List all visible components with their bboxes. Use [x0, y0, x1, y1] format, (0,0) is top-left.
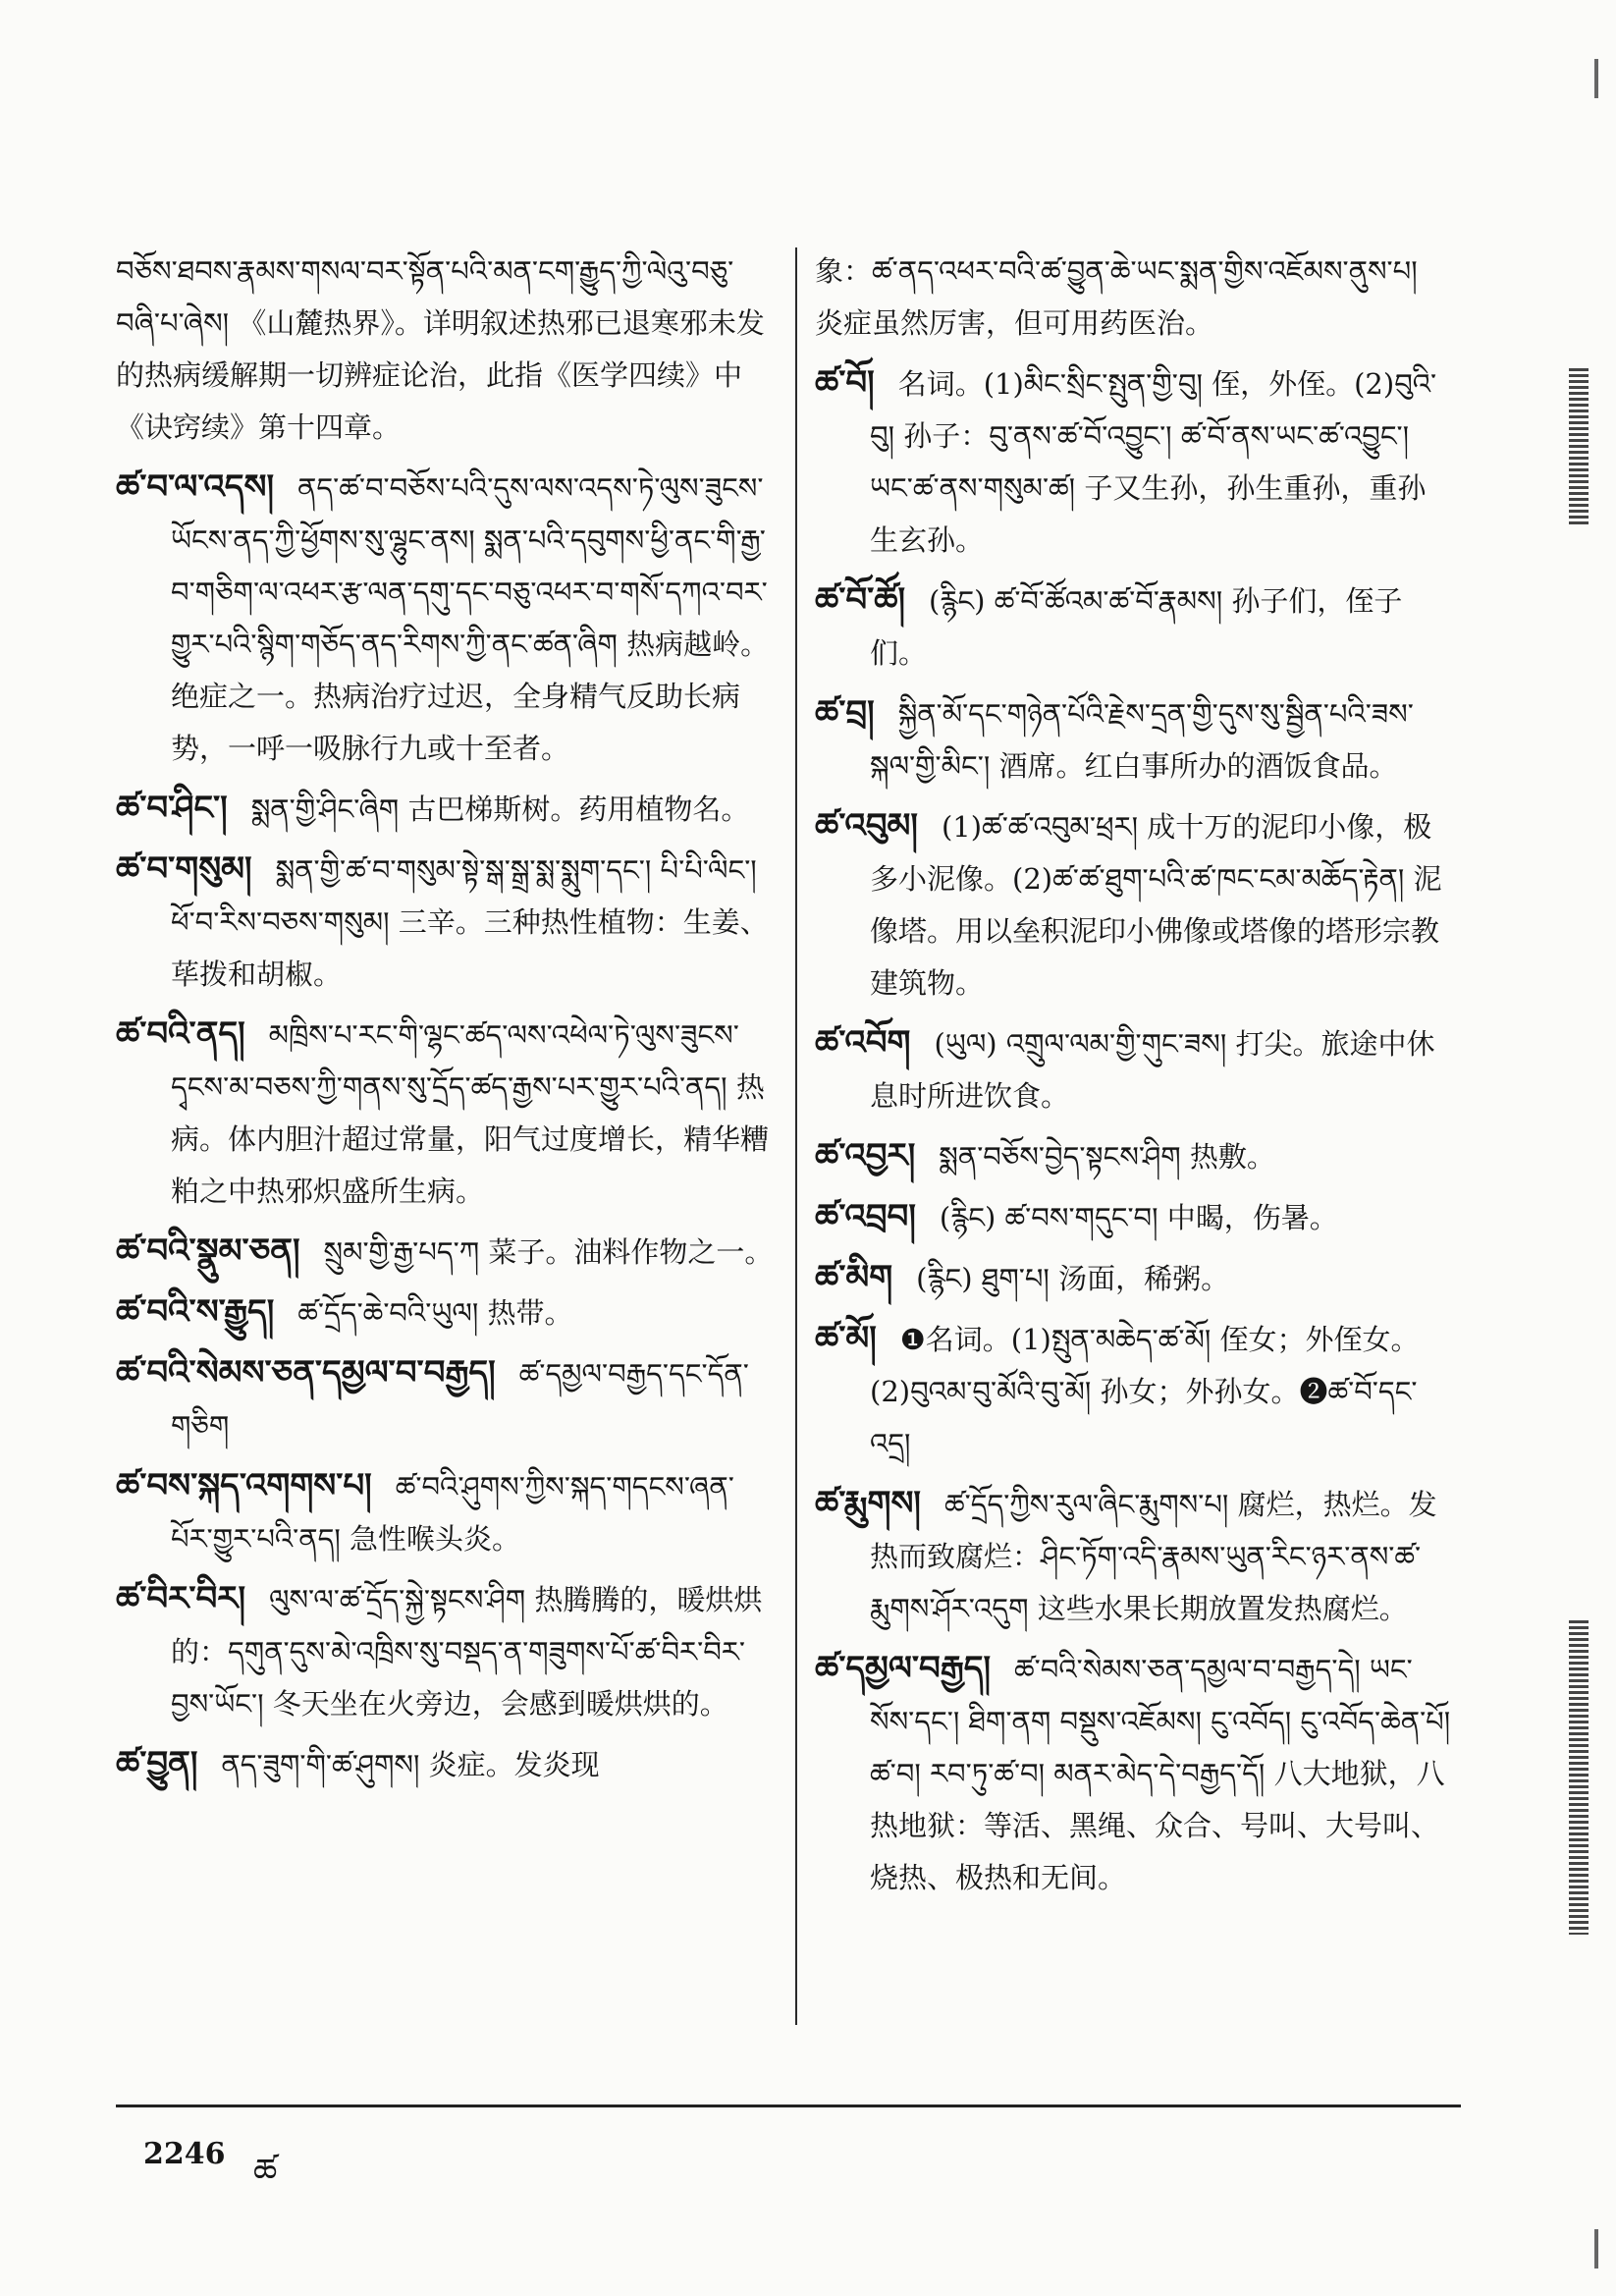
entry-headword: ཚ་བོ།: [815, 363, 875, 403]
column-divider: [795, 247, 797, 2025]
entry-definition: (རྙིང) ཚ་བོ་ཚོའམ་ཚ་བོ་རྣམས། 孙子们，侄子们。: [870, 584, 1403, 670]
dictionary-entry: [116, 783, 776, 836]
entry-headword: ཚ་འབྲབ།: [815, 1197, 916, 1236]
entry-definition: 象：ཚ་ནད་འཕར་བའི་ཚ་བྱུན་ཆེ་ཡང་སྨན་གྱིས་འཇོམས་ནུས་པ། 炎症虽然厉害，但可用药医治。: [815, 254, 1418, 340]
dictionary-entry: [116, 462, 776, 775]
footer-rule: [116, 2105, 1461, 2107]
entry-headword: ཚ་བའི་སྣུམ་ཅན།: [116, 1231, 300, 1271]
entry-definition: 名词。(1)མིང་སྲིང་སྤུན་གྱི་བུ། 侄，外侄。(2)བུའི་བུ། 孙子：བུ་ནས་ཚ་བོ་འབྱུང་། ཚ་བོ་ནས་ཡང་ཚ་འབྱུང་། ཡང་ཚ་ནས་གསུམ་ཚ། 子又生孙，孙生重孙，重孙生玄孙。: [870, 367, 1437, 557]
entry-headword: ཚ་དམྱལ་བརྒྱད།: [815, 1649, 992, 1688]
dictionary-entry: [116, 1460, 776, 1565]
dictionary-entry: [116, 844, 776, 1001]
dictionary-entry: [815, 1191, 1453, 1244]
entry-headword: ཚ་འབོག: [815, 1023, 911, 1063]
entry-headword: ཚ་རྨུགས།: [815, 1484, 921, 1523]
entry-headword: ཚ་མོ།: [815, 1319, 877, 1358]
entry-headword: ཚ་བའི་སེམས་ཅན་དམྱལ་བ་བརྒྱད།: [116, 1353, 496, 1393]
entry-definition: སྨན་གྱི་ཚ་བ་གསུམ་སྟེ་སྒ་སྒྲ་སྨ་སྨུག་དང་། པི་པི་ལིང་། ཕོ་བ་རིས་བཅས་གསུམ། 三辛。三种热性植物：生姜、荜拨和胡椒。: [171, 853, 769, 991]
entry-definition: མཁྲིས་པ་རང་གི་ལྷང་ཚད་ལས་འཕེལ་ཏེ་ལུས་ཟུངས་དྭངས་མ་བཅས་ཀྱི་གནས་སུ་དྲོད་ཚད་རྒྱས་པར་གྱུར་པའི་ནད། 热病。体内胆汁超过常量，阳气过度增长，精华糟粕之中热邪炽盛所生病。: [171, 1018, 770, 1208]
scan-edge-tick: [1594, 2229, 1598, 2269]
entry-headword: ཚ་བྲ།: [815, 693, 875, 733]
dictionary-entry: [815, 357, 1453, 567]
entry-headword: ཚ་བ་ཤིང་།: [116, 789, 228, 828]
entry-definition: བཅོས་ཐབས་རྣམས་གསལ་བར་སྟོན་པའི་མན་ངག་རྒྱུད་ཀྱི་ལེའུ་བཅུ་བཞི་པ་ཞེས། 《山麓热界》。详明叙述热邪已退寒邪未发的热病缓解期一切辨症论治，此指《医学四续》中《诀窍续》第十四章。: [116, 254, 765, 444]
entry-headword: ཚ་བ་ལ་འདས།: [116, 467, 274, 507]
entry-definition: ཚ་བའི་སེམས་ཅན་དམྱལ་བ་བརྒྱད་དེ། ཡང་སོས་དང་། ཐིག་ནག བསྡུས་འཇོམས། ངུ་འབོད། ངུ་འབོད་ཆེན་པོ། ཚ་བ། རབ་ཏུ་ཚ་བ། མནར་མེད་དེ་བརྒྱད་དོ། 八大地狱，八热地狱：等活、黑绳、众合、号叫、大号叫、烧热、极热和无间。: [870, 1653, 1451, 1894]
entry-definition: ཚ་བའི་ཤུགས་ཀྱིས་སྐད་གདངས་ཞན་པོར་གྱུར་པའི་ནད། 急性喉头炎。: [171, 1470, 734, 1556]
dictionary-entry: [116, 1009, 776, 1218]
dictionary-entry: [815, 1643, 1453, 1904]
entry-definition: ལུས་ལ་ཚ་དྲོད་སྐྱེ་སྟངས་ཤིག 热腾腾的，暖烘烘的：དགུན་དུས་མེ་འཁྲིས་སུ་བསྡད་ན་གཟུགས་པོ་ཚ་བིར་བིར་བྱས་ཡོང་། 冬天坐在火旁边，会感到暖烘烘的。: [171, 1583, 763, 1721]
entry-definition: ཚ་དམྱལ་བརྒྱད་དང་དོན་གཅིག: [171, 1357, 749, 1443]
dictionary-entry: [116, 1573, 776, 1730]
entry-headword: ཚ་འབྱར།: [815, 1136, 916, 1175]
dictionary-entry: [815, 800, 1453, 1010]
entry-headword: ཚ་བའི་ནད།: [116, 1014, 245, 1054]
dictionary-entry: [815, 1130, 1453, 1183]
section-letter: ཚ: [253, 2152, 278, 2191]
entry-definition: ནད་ཚ་བ་བཅོས་པའི་དུས་ལས་འདས་ཏེ་ལུས་ཟུངས་ཡོངས་ནད་ཀྱི་ཕྱོགས་སུ་ལྷུང་ནས། སྨན་པའི་དབུགས་ཕྱི་ནང་གི་རྒྱ་བ་གཅིག་ལ་འཕར་རྩ་ལན་དགུ་དང་བཅུ་འཕར་བ་གསོ་དཀའ་བར་གྱུར་པའི་སྙིག་གཅོད་ནད་རིགས་ཀྱི་ནང་ཚན་ཞིག 热病越岭。绝症之一。热病治疗过迟，全身精气反助长病势，一呼一吸脉行九或十至者。: [171, 471, 770, 765]
page-number: 2246: [143, 2137, 226, 2171]
dictionary-entry: [815, 1313, 1453, 1470]
dictionary-entry: [815, 246, 1453, 350]
dictionary-entry: [116, 246, 776, 454]
entry-definition: སྲུམ་གྱི་རྒྱ་པད་ཀ 菜子。油料作物之一。: [323, 1235, 774, 1269]
dictionary-entry: [116, 1226, 776, 1279]
dictionary-entry: [815, 1478, 1453, 1635]
scan-edge-mark: [1569, 1620, 1589, 1935]
entry-headword: ཚ་བའི་ས་རྒྱུད།: [116, 1292, 275, 1332]
entry-headword: ཚ་འབུམ།: [815, 806, 918, 846]
entry-definition: (1)ཚ་ཚ་འབུམ་ཕྲར། 成十万的泥印小像，极多小泥像。(2)ཚ་ཚ་ཐུག་པའི་ཚ་ཁང་ངམ་མཆོད་རྟེན། 泥像塔。用以垒积泥印小佛像或塔像的塔形宗教建筑物。: [870, 810, 1442, 1000]
entry-definition: (རྙིང) ཐུག་པ། 汤面，稀粥。: [916, 1262, 1230, 1295]
entry-definition: ❶名词。(1)སྤུན་མཆེད་ཚ་མོ། 侄女；外侄女。(2)བུའམ་བུ་མོའི་བུ་མོ། 孙女；外孙女。❷ཚ་བོ་དང་འདྲ།: [870, 1323, 1420, 1460]
scan-edge-tick: [1594, 59, 1598, 98]
entry-headword: ཚ་བས་སྐད་འགགས་པ།: [116, 1466, 372, 1505]
entry-definition: ཚ་དྲོད་ཀྱིས་རུལ་ཞིང་རྨུགས་པ། 腐烂，热烂。发热而致腐烂：ཤིང་ཏོག་འདི་རྣམས་ཡུན་རིང་ཉར་ནས་ཚ་རྨུགས་ཤོར་འདུག 这些水果长期放置发热腐烂。: [870, 1488, 1437, 1625]
dictionary-entry: [815, 574, 1453, 680]
entry-headword: ཚ་བོ་ཚོ།: [815, 580, 906, 620]
entry-definition: (རྙིང) ཚ་བས་གདུང་བ། 中暍，伤暑。: [939, 1201, 1338, 1234]
dictionary-entry: [116, 1286, 776, 1339]
right-column: [815, 246, 1453, 1912]
entry-definition: (ཡུལ) འགྲུལ་ལམ་གྱི་གུང་ཟས། 打尖。旅途中休息时所进饮食。: [870, 1027, 1435, 1113]
entry-definition: ནད་ཟུག་གི་ཚ་ཤུགས། 炎症。发炎现: [221, 1748, 600, 1781]
entry-definition: སྐྱིན་མོ་དང་གཉེན་པོའི་རྗེས་དྲན་གྱི་དུས་སུ་སྦྱིན་པའི་ཟས་སྐལ་གྱི་མིང་། 酒席。红白事所办的酒饭食品。: [870, 697, 1414, 783]
entry-headword: ཚ་མིག: [815, 1258, 893, 1297]
dictionary-entry: [116, 1347, 776, 1452]
scan-edge-mark: [1569, 368, 1589, 525]
dictionary-entry: [815, 687, 1453, 793]
entry-headword: ཚ་བ་གསུམ།: [116, 849, 252, 889]
dictionary-entry: [815, 1252, 1453, 1305]
left-column: [116, 246, 776, 1799]
entry-headword: ཚ་བིར་བིར།: [116, 1579, 245, 1618]
dictionary-entry: [815, 1017, 1453, 1122]
entry-definition: ཚ་དྲོད་ཆེ་བའི་ཡུལ། 热带。: [297, 1296, 573, 1330]
entry-definition: སྨན་བཅོས་བྱེད་སྟངས་ཤིག 热敷。: [939, 1140, 1275, 1174]
entry-headword: ཚ་བྱུན།: [116, 1744, 198, 1783]
entry-definition: སྨན་གྱི་ཤིང་ཞིག 古巴梯斯树。药用植物名。: [250, 793, 750, 826]
dictionary-entry: [116, 1738, 776, 1791]
